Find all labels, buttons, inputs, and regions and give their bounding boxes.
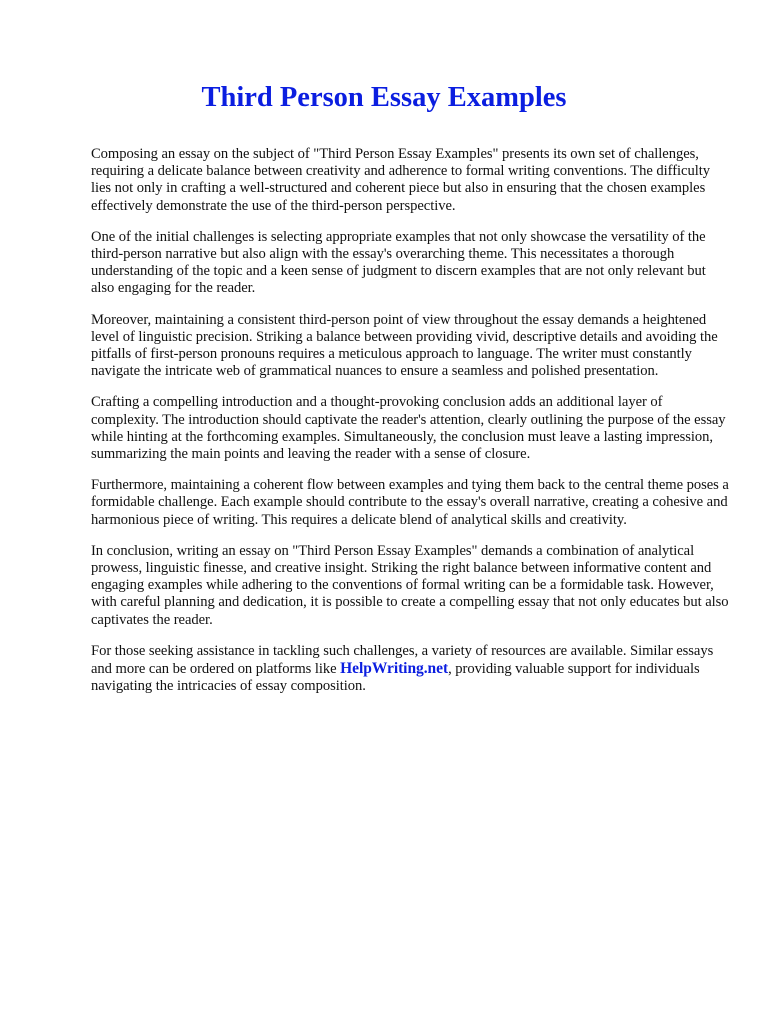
paragraph-7-after-link: , providing valuable support for individuals navigating the intricacies of essay composition.	[91, 661, 700, 695]
paragraph-3: Moreover, maintaining a consistent third-person point of view throughout the essay demands a heightened level of linguistic precision. Striking a balance between providing vivid, descriptive details and avoiding the pitfalls of first-person pronouns requires a meticulous approach to language. The writer must constantly navigate the intricate web of grammatical nuances to ensure a seamless and polished presentation.	[91, 311, 718, 380]
paragraph-7	[91, 643, 731, 696]
page-title: Third Person Essay Examples	[201, 82, 567, 113]
paragraph-2: One of the initial challenges is selecting appropriate examples that not only showcase the versatility of the third-person narrative but also align with the essay's overarching theme. This necessitates a thorough understanding of the topic and a keen sense of judgment to discern examples that are not only relevant but also engaging for the reader.	[91, 228, 706, 297]
paragraph-5: Furthermore, maintaining a coherent flow between examples and tying them back to the central theme poses a formidable challenge. Each example should contribute to the essay's overall narrative, creating a cohesive and harmonious piece of writing. This requires a delicate blend of analytical skills and creativity.	[91, 477, 729, 528]
paragraph-1: Composing an essay on the subject of "Third Person Essay Examples" presents its own set of challenges, requiring a delicate balance between creativity and adherence to formal writing conventions. The difficulty lies not only in crafting a well-structured and coherent piece but also in ensuring that the chosen examples effectively demonstrate the use of the third-person perspective.	[91, 146, 710, 214]
paragraph-4: Crafting a compelling introduction and a thought-provoking conclusion adds an additional layer of complexity. The introduction should captivate the reader's attention, clearly outlining the purpose of the essay while hinting at the forthcoming examples. Simultaneously, the conclusion must leave a lasting impression, summarizing the main points and leaving the reader with a sense of closure.	[91, 394, 726, 463]
paragraph-6: In conclusion, writing an essay on "Third Person Essay Examples" demands a combination of analytical prowess, linguistic finesse, and creative insight. Striking the right balance between informative content and engaging examples while adhering to the conventions of formal writing can be a formidable task. However, with careful planning and dedication, it is possible to create a compelling essay that not only educates but also captivates the reader.	[91, 542, 729, 628]
helpwriting-link[interactable]: HelpWriting.net	[340, 660, 449, 678]
paragraph-7-before-link: For those seeking assistance in tackling such challenges, a variety of resources are available. Similar essays and more can be ordered on platforms like	[91, 642, 714, 678]
essay-body	[91, 146, 731, 709]
